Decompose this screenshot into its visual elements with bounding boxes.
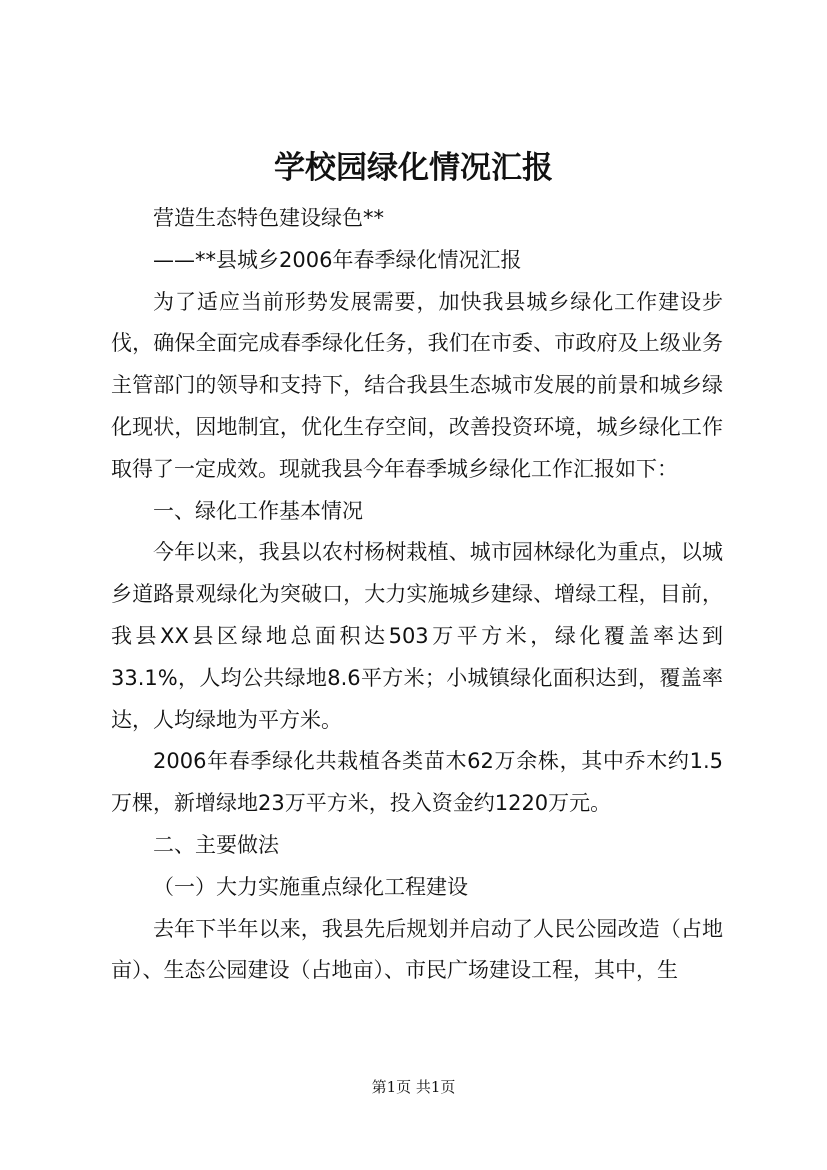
page-footer: 第1页 共1页 xyxy=(371,1078,456,1096)
section-heading: 一、绿化工作基本情况 xyxy=(153,498,363,523)
document-body xyxy=(111,198,723,992)
section-heading: 二、主要做法 xyxy=(153,832,279,857)
paragraph: 去年下半年以来，我县先后规划并启动了人民公园改造（占地亩）、生态公园建设（占地亩）、市民广场建设工程，其中，生 xyxy=(111,916,723,983)
paragraph: 今年以来，我县以农村杨树栽植、城市园林绿化为重点，以城乡道路景观绿化为突破口，大力实施城乡建绿、增绿工程，目前，我县XX县区绿地总面积达503万平方米，绿化覆盖率达到33.1%，人均公共绿地8.6平方米；小城镇绿化面积达到，覆盖率达，人均绿地为平方米。 xyxy=(111,540,723,732)
subtitle-line: 营造生态特色建设绿色** xyxy=(153,206,384,230)
document-title: 学校园绿化情况汇报 xyxy=(274,150,553,186)
subtitle-line: ——**县城乡2006年春季绿化情况汇报 xyxy=(153,247,522,272)
subsection-heading: （一）大力实施重点绿化工程建设 xyxy=(153,874,468,899)
paragraph: 2006年春季绿化共栽植各类苗木62万余株，其中乔木约1.5万棵，新增绿地23万平方米，投入资金约1220万元。 xyxy=(111,749,723,816)
paragraph: 为了适应当前形势发展需要，加快我县城乡绿化工作建设步伐，确保全面完成春季绿化任务，我们在市委、市政府及上级业务主管部门的领导和支持下，结合我县生态城市发展的前景和城乡绿化现状，因地制宜，优化生存空间，改善投资环境，城乡绿化工作取得了一定成效。现就我县今年春季城乡绿化工作汇报如下： xyxy=(111,289,723,481)
